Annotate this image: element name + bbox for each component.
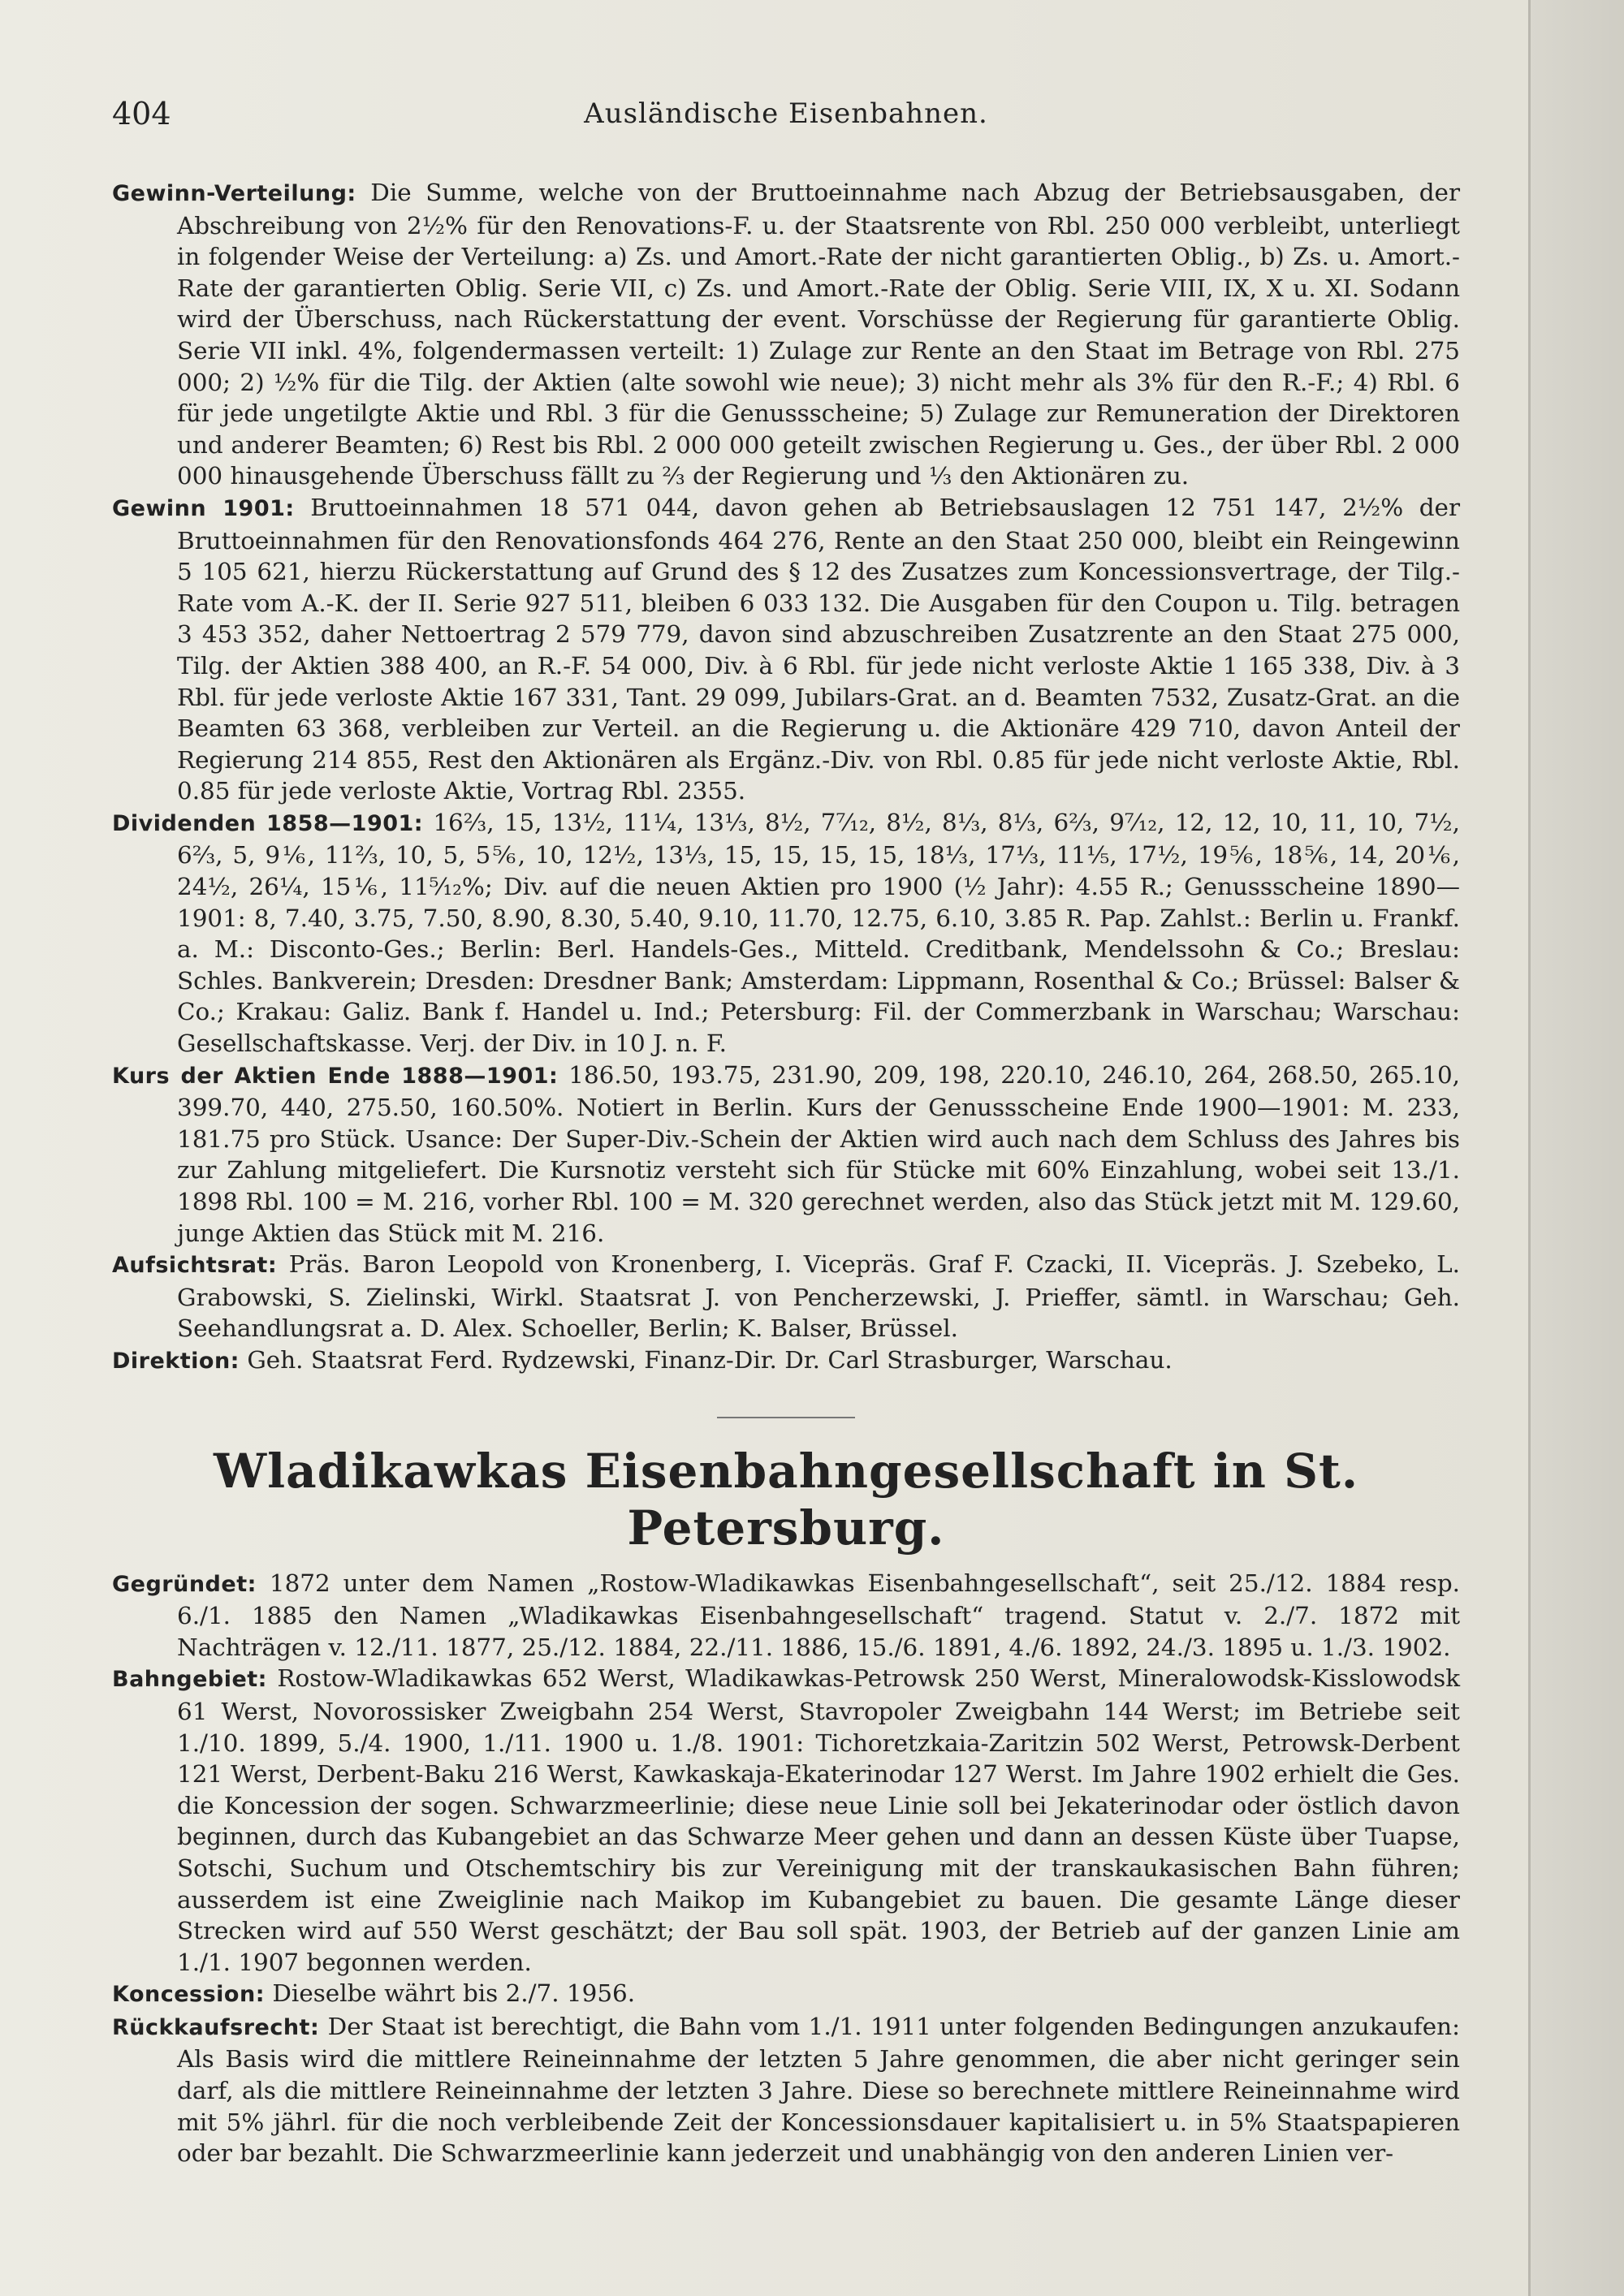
section-divider <box>717 1417 855 1418</box>
section-label: Bahngebiet: <box>112 1667 267 1693</box>
section-label: Gewinn 1901: <box>112 495 295 521</box>
section-kurs-der-aktien <box>112 1060 1460 1249</box>
section-label: Gegründet: <box>112 1571 257 1597</box>
section-label: Koncession: <box>112 1982 266 2008</box>
section-text: Bruttoeinnahmen 18 571 044, davon gehen ab Betriebsauslagen 12 751 147, 2½% der Bruttoeinnahmen für den Renovationsfonds 464 276, Rente an den Staat 250 000, bleibt ein Reingewinn 5 105 621, hierzu Rückerstattung auf Grund des § 12 des Zusatzes zum Koncessionsvertrage, der Tilg.-Rate vom A.-K. der II. Serie 927 511, bleiben 6 033 132. Die Ausgaben für den Coupon u. Tilg. betragen 3 453 352, daher Nettoertrag 2 579 779, davon sind abzuschreiben Zusatzrente an den Staat 275 000, Tilg. der Aktien 388 400, an R.-F. 54 000, Div. à 6 Rbl. für jede nicht verloste Aktie 1 165 338, Div. à 3 Rbl. für jede verloste Aktie 167 331, Tant. 29 099, Jubilars-Grat. an d. Beamten 7532, Zusatz-Grat. an die Beamten 63 368, verbleiben zur Verteil. an die Regierung u. die Aktionäre 429 710, davon Anteil der Regierung 214 855, Rest den Aktionären als Ergänz.-Div. von Rbl. 0.85 für jede nicht verloste Aktie, Rbl. 0.85 für jede verloste Aktie, Vortrag Rbl. 2355. <box>177 493 1461 805</box>
section-label: Dividenden 1858—1901: <box>112 810 424 836</box>
section-text: 1872 unter dem Namen „Rostow-Wladikawkas Eisenbahngesellschaft“, seit 25./12. 1884 resp. 6./1. 1885 den Namen „Wladikawkas Eisenbahngesellschaft“ tragend. Statut v. 2./7. 1872 mit Nachträgen v. 12./11. 1877, 25./12. 1884, 22./11. 1886, 15./6. 1891, 4./6. 1892, 24./3. 1895 u. 1./3. 1902. <box>177 1569 1461 1661</box>
section-aufsichtsrat <box>112 1249 1460 1344</box>
section-bahngebiet <box>112 1663 1460 1978</box>
section-label: Gewinn-Verteilung: <box>112 181 356 206</box>
page-number: 404 <box>112 96 171 132</box>
running-title: Ausländische Eisenbahnen. <box>584 97 988 130</box>
section-text: 16⅔, 15, 13½, 11¼, 13⅓, 8½, 7⁷⁄₁₂, 8½, 8⅓, 8⅓, 6⅔, 9⁷⁄₁₂, 12, 12, 10, 11, 10, 7½, 6⅔, 5, 9⅙, 11⅔, 10, 5, 5⅚, 10, 12½, 13⅓, 15, 15, 15, 15, 18⅓, 17⅓, 11⅕, 17½, 19⅚, 18⅚, 14, 20⅙, 24½, 26¼, 15⅙, 11⁵⁄₁₂%; Div. auf die neuen Aktien pro 1900 (½ Jahr): 4.55 R.; Genussscheine 1890—1901: 8, 7.40, 3.75, 7.50, 8.90, 8.30, 5.40, 9.10, 11.70, 12.75, 6.10, 3.85 R. Pap. Zahlst.: Berlin u. Frankf. a. M.: Disconto-Ges.; Berlin: Berl. Handels-Ges., Mitteld. Creditbank, Mendelssohn & Co.; Breslau: Schles. Bankverein; Dresden: Dresdner Bank; Amsterdam: Lippmann, Rosenthal & Co.; Brüssel: Balser & Co.; Krakau: Galiz. Bank f. Handel u. Ind.; Petersburg: Fil. der Commerzbank in Warschau; Warschau: Gesellschaftskasse. Verj. der Div. in 10 J. n. F. <box>177 808 1461 1058</box>
section-label: Aufsichtsrat: <box>112 1253 278 1279</box>
section-text: Geh. Staatsrat Ferd. Rydzewski, Finanz-Dir. Dr. Carl Strasburger, Warschau. <box>247 1345 1173 1374</box>
section-text: Der Staat ist berechtigt, die Bahn vom 1./1. 1911 unter folgenden Bedingungen anzukaufen: Als Basis wird die mittlere Reineinnahme der letzten 5 Jahre genommen, die aber nicht geringer sein darf, als die mittlere Reineinnahme der letzten 3 Jahre. Diese so berechnete mittlere Reineinnahme wird mit 5% jährl. für die noch verbleibende Zeit der Koncessionsdauer kapitalisiert u. in 5% Staatspapieren oder bar bezahlt. Die Schwarzmeerlinie kann jederzeit und unabhängig von den anderen Linien ver- <box>177 2012 1460 2168</box>
section-label: Rückkaufsrecht: <box>112 2014 320 2040</box>
page-header <box>112 96 1460 145</box>
company-title: Wladikawkas Eisenbahngesellschaft in St. Petersburg. <box>213 1443 1359 1556</box>
section-text: Präs. Baron Leopold von Kronenberg, I. Vicepräs. Graf F. Czacki, II. Vicepräs. J. Szebeko, L. Grabowski, S. Zielinski, Wirkl. Staatsrat J. von Pencherzewski, J. Prieffer, sämtl. in Warschau; Geh. Seehandlungsrat a. D. Alex. Schoeller, Berlin; K. Balser, Brüssel. <box>177 1250 1461 1343</box>
section-text: Die Summe, welche von der Bruttoeinnahme nach Abzug der Betriebsausgaben, der Abschreibung von 2½% für den Renovations-F. u. der Staatsrente von Rbl. 250 000 verbleibt, unterliegt in folgender Weise der Verteilung: a) Zs. und Amort.-Rate der nicht garantierten Oblig., b) Zs. u. Amort.-Rate der garantierten Oblig. Serie VII, c) Zs. und Amort.-Rate der Oblig. Serie VIII, IX, X u. XI. Sodann wird der Überschuss, nach Rückerstattung der event. Vorschüsse der Regierung für garantierte Oblig. Serie VII inkl. 4%, folgendermassen verteilt: 1) Zulage zur Rente an den Staat im Betrage von Rbl. 275 000; 2) ½% für die Tilg. der Aktien (alte sowohl wie neue); 3) nicht mehr als 3% für den R.-F.; 4) Rbl. 6 für jede ungetilgte Aktie und Rbl. 3 für die Genussscheine; 5) Zulage zur Remuneration der Direktoren und anderer Beamten; 6) Rest bis Rbl. 2 000 000 geteilt zwischen Regierung u. Ges., der über Rbl. 2 000 000 hinausgehende Überschuss fällt zu ⅔ der Regierung und ⅓ den Aktionären zu. <box>177 179 1461 490</box>
section-gewinn-verteilung <box>112 177 1460 492</box>
section-gewinn-1901 <box>112 492 1460 807</box>
section-direktion <box>112 1344 1460 1378</box>
main-content <box>112 177 1460 2169</box>
section-label: Direktion: <box>112 1348 240 1374</box>
page-edge-shadow <box>1531 0 1624 2296</box>
section-text: Dieselbe währt bis 2./7. 1956. <box>272 1979 636 2008</box>
section-gegruendet <box>112 1568 1460 1664</box>
section-dividenden <box>112 807 1460 1060</box>
section-rueckkaufsrecht <box>112 2011 1460 2169</box>
section-label: Kurs der Aktien Ende 1888—1901: <box>112 1063 559 1089</box>
section-text: 186.50, 193.75, 231.90, 209, 198, 220.10, 246.10, 264, 268.50, 265.10, 399.70, 440, 275.50, 160.50%. Notiert in Berlin. Kurs der Genussscheine Ende 1900—1901: M. 233, 181.75 pro Stück. Usance: Der Super-Div.-Schein der Aktien wird auch nach dem Schluss des Jahres bis zur Zahlung mitgeliefert. Die Kursnotiz versteht sich für Stücke mit 60% Einzahlung, wobei seit 13./1. 1898 Rbl. 100 = M. 216, vorher Rbl. 100 = M. 320 gerechnet werden, also das Stück jetzt mit M. 129.60, junge Aktien das Stück mit M. 216. <box>177 1060 1461 1247</box>
section-text: Rostow-Wladikawkas 652 Werst, Wladikawkas-Petrowsk 250 Werst, Mineralowodsk-Kisslowodsk 61 Werst, Novorossisker Zweigbahn 254 Werst, Stavropoler Zweigbahn 144 Werst; im Betriebe seit 1./10. 1899, 5./4. 1900, 1./11. 1900 u. 1./8. 1901: Tichoretzkaia-Zaritzin 502 Werst, Petrowsk-Derbent 121 Werst, Derbent-Baku 216 Werst, Kawkaskaja-Ekaterinodar 127 Werst. Im Jahre 1902 erhielt die Ges. die Koncession der sogen. Schwarzmeerlinie; diese neue Linie soll bei Jekaterinodar oder östlich davon beginnen, durch das Kubangebiet an das Schwarze Meer gehen und dann an dessen Küste über Tuapse, Sotschi, Suchum und Otschemtschiry bis zur Vereinigung mit der transkaukasischen Bahn führen; ausserdem ist eine Zweiglinie nach Maikop im Kubangebiet zu bauen. Die gesamte Länge dieser Strecken wird auf 550 Werst geschätzt; der Bau soll spät. 1903, der Betrieb auf der ganzen Linie am 1./1. 1907 begonnen werden. <box>177 1664 1461 1976</box>
section-koncession <box>112 1978 1460 2011</box>
